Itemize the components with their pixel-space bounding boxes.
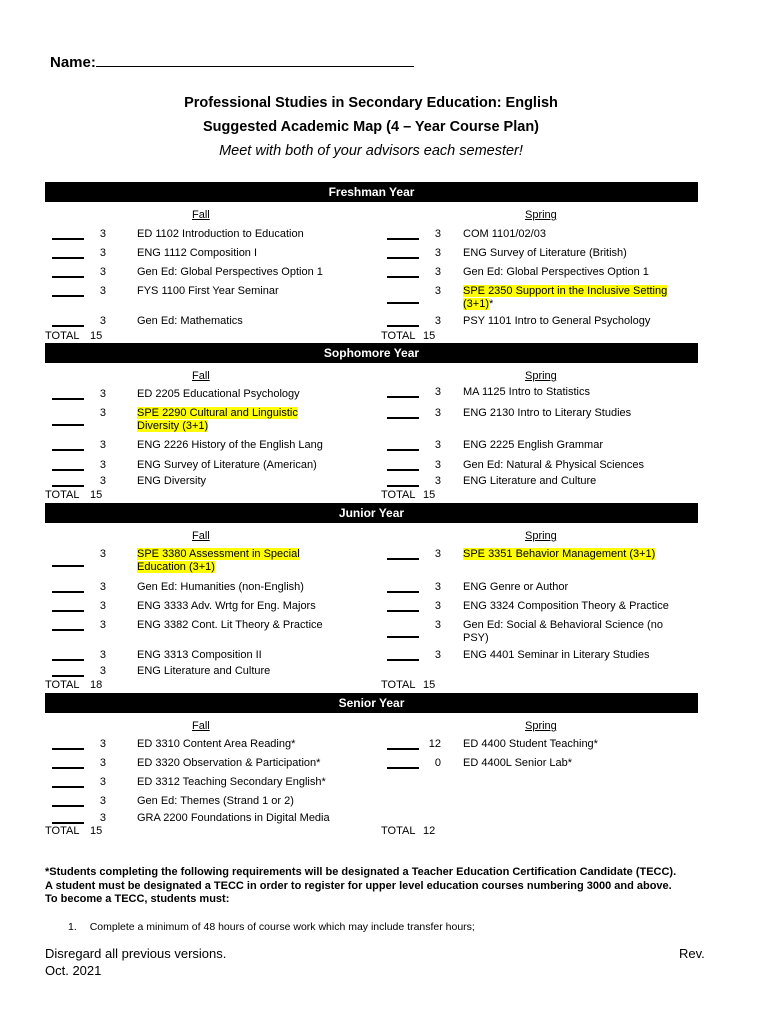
credit-checkbox-line[interactable] [387,659,419,661]
credit-checkbox-line[interactable] [387,257,419,259]
course-name [463,315,650,328]
requirement-text: Complete a minimum of 48 hours of course work which may include transfer hours; [89,921,475,933]
course-name [137,285,279,298]
tecc-note: *Students completing the following requirements will be designated a Teacher Education Certification Candidate (TECC). A student must be designated a TECC in order to register for upper level education courses numbering 3000 and above. To become a TECC, students must: [45,866,677,905]
course-name [137,600,316,613]
name-line[interactable] [96,52,414,67]
course-line: ENG 2130 Intro to Literary Studies [463,407,632,419]
course-line: ENG 3324 Composition Theory & Practice [463,600,669,612]
course-line: ENG 2226 History of the English Lang [137,439,323,451]
credit-checkbox-line[interactable] [52,449,84,451]
course-name [137,266,323,279]
course-line: PSY) [463,632,489,644]
credit-hours: 3 [99,581,106,593]
course-name [137,315,243,328]
spring-header: Spring [525,209,557,221]
fall-total-label: TOTAL [45,489,80,501]
credit-checkbox-line[interactable] [52,238,84,240]
course-name [137,459,317,472]
course-line: ENG Diversity [137,475,207,487]
course-name [137,738,295,751]
credit-checkbox-line[interactable] [52,610,84,612]
spring-total-label: TOTAL [381,825,416,837]
course-line: ED 3320 Observation & Participation* [137,757,321,769]
credit-checkbox-line[interactable] [387,449,419,451]
fall-total-value: 15 [90,330,103,342]
course-line: Diversity (3+1) [137,420,209,432]
document-title-2: Suggested Academic Map (4 – Year Course Plan) [202,119,540,135]
credit-hours: 3 [99,795,106,807]
course-name [463,738,598,751]
credit-hours: 3 [99,600,106,612]
credit-hours: 3 [99,315,106,327]
credit-hours: 3 [434,439,441,451]
credit-checkbox-line[interactable] [387,485,419,487]
course-line: ENG Literature and Culture [463,475,597,487]
credit-hours: 3 [99,738,106,750]
credit-checkbox-line[interactable] [52,325,84,327]
credit-hours: 3 [434,581,441,593]
course-line: ENG Genre or Author [463,581,569,593]
course-line: Education (3+1) [137,561,215,573]
course-name [137,776,326,789]
fall-total-value: 15 [90,825,103,837]
credit-hours: 3 [99,619,106,631]
spring-total-label: TOTAL [381,330,416,342]
course-line: GRA 2200 Foundations in Digital Media [137,812,330,824]
fall-total-value: 15 [90,489,103,501]
credit-checkbox-line[interactable] [52,822,84,824]
course-name [137,407,298,433]
course-line: ENG 3313 Composition II [137,649,262,661]
fall-total-label: TOTAL [45,679,80,691]
credit-checkbox-line[interactable] [387,417,419,419]
course-line: ED 4400L Senior Lab* [463,757,573,769]
credit-checkbox-line[interactable] [387,396,419,398]
credit-checkbox-line[interactable] [387,610,419,612]
course-name [463,407,631,420]
credit-checkbox-line[interactable] [52,276,84,278]
credit-checkbox-line[interactable] [52,748,84,750]
credit-checkbox-line[interactable] [52,675,84,677]
credit-hours: 3 [99,247,106,259]
year-header: Senior Year [45,693,698,713]
course-name [137,757,320,770]
course-line: ENG Survey of Literature (American) [137,459,317,471]
course-line: FYS 1100 First Year Seminar [137,285,279,297]
document-title: Professional Studies in Secondary Education: English [184,95,558,111]
footer-disregard: Disregard all previous versions. [45,946,227,961]
course-name [463,285,667,311]
credit-checkbox-line[interactable] [52,469,84,471]
credit-hours: 3 [434,228,441,240]
spring-total-label: TOTAL [381,679,416,691]
year-header: Sophomore Year [45,343,698,363]
course-line: Gen Ed: Social & Behavioral Science (no [463,619,663,631]
credit-checkbox-line[interactable] [387,469,419,471]
requirement-number: 1. [68,921,77,933]
credit-checkbox-line[interactable] [52,767,84,769]
course-name [463,386,590,399]
spring-header: Spring [525,720,557,732]
spring-total-value: 15 [423,679,436,691]
name-field[interactable] [50,52,414,71]
course-line: ENG 2225 English Grammar [463,439,603,451]
course-line: COM 1101/02/03 [463,228,546,240]
credit-checkbox-line[interactable] [52,565,84,567]
credit-hours: 3 [434,619,441,631]
credit-hours: 3 [434,548,441,560]
course-line: Gen Ed: Natural & Physical Sciences [463,459,644,471]
spring-header: Spring [525,530,557,542]
credit-hours: 3 [434,315,441,327]
credit-hours: 3 [99,548,106,560]
course-name [137,228,304,241]
spring-total-label: TOTAL [381,489,416,501]
credit-checkbox-line[interactable] [52,659,84,661]
requirement-item [68,921,475,933]
credit-hours: 3 [99,266,106,278]
credit-checkbox-line[interactable] [387,238,419,240]
course-name [463,247,627,260]
course-line: ENG Literature and Culture [137,665,271,677]
course-name [463,600,669,613]
course-name [463,439,603,452]
fall-total-value: 18 [90,679,103,691]
fall-header: Fall [192,720,210,732]
course-line: ENG 1112 Composition I [137,247,258,259]
credit-hours: 3 [434,649,441,661]
course-line: Gen Ed: Humanities (non-English) [137,581,304,593]
fall-header: Fall [192,530,210,542]
course-name [137,581,304,594]
course-line: ED 3310 Content Area Reading* [137,738,296,750]
course-line: SPE 2290 Cultural and Linguistic [137,407,298,419]
course-name [137,388,300,401]
document-subtitle: Meet with both of your advisors each semester! [219,143,523,159]
course-suffix: * [489,298,494,310]
course-name [137,812,330,825]
spring-total-value: 12 [423,825,436,837]
course-line: ENG 3382 Cont. Lit Theory & Practice [137,619,323,631]
credit-hours: 3 [99,812,106,824]
credit-checkbox-line[interactable] [52,805,84,807]
course-line: PSY 1101 Intro to General Psychology [463,315,651,327]
credit-hours: 3 [99,285,106,297]
credit-checkbox-line[interactable] [387,302,419,304]
credit-hours: 0 [434,757,441,769]
course-name [137,548,300,574]
year-header: Junior Year [45,503,698,523]
course-line: ED 4400 Student Teaching* [463,738,598,750]
course-name [463,228,546,241]
course-line: Gen Ed: Mathematics [137,315,243,327]
credit-hours: 3 [99,665,106,677]
fall-total-label: TOTAL [45,825,80,837]
spring-header: Spring [525,370,557,382]
credit-hours: 3 [99,649,106,661]
course-line: SPE 3351 Behavior Management (3+1) [463,548,656,560]
credit-hours: 3 [99,459,106,471]
credit-checkbox-line[interactable] [52,257,84,259]
course-line: SPE 2350 Support in the Inclusive Setting [463,285,668,297]
course-line: MA 1125 Intro to Statistics [463,386,590,398]
credit-hours: 3 [99,776,106,788]
credit-hours: 3 [434,407,441,419]
year-header: Freshman Year [45,182,698,202]
course-name [137,665,270,678]
credit-checkbox-line[interactable] [387,325,419,327]
spring-total-value: 15 [423,489,436,501]
credit-checkbox-line[interactable] [387,636,419,638]
footer-date: Oct. 2021 [45,963,102,978]
credit-checkbox-line[interactable] [52,398,84,400]
course-name [463,619,663,645]
course-name [463,475,596,488]
credit-hours: 3 [99,407,106,419]
credit-hours: 3 [99,388,106,400]
course-name [137,247,257,260]
credit-checkbox-line[interactable] [52,786,84,788]
fall-header: Fall [192,370,210,382]
credit-checkbox-line[interactable] [387,558,419,560]
credit-checkbox-line[interactable] [52,591,84,593]
credit-hours: 3 [99,439,106,451]
footer-left [45,945,226,979]
course-line: ENG 4401 Seminar in Literary Studies [463,649,650,661]
credit-checkbox-line[interactable] [52,629,84,631]
course-name [137,795,294,808]
credit-hours: 12 [428,738,441,750]
course-name [463,581,568,594]
spring-total-value: 15 [423,330,436,342]
credit-hours: 3 [434,247,441,259]
credit-checkbox-line[interactable] [387,767,419,769]
course-line: ED 2205 Educational Psychology [137,388,300,400]
name-label: Name: [50,54,96,71]
course-line: ENG Survey of Literature (British) [463,247,627,259]
credit-hours: 3 [434,600,441,612]
credit-checkbox-line[interactable] [52,485,84,487]
credit-hours: 3 [99,757,106,769]
course-name [463,649,649,662]
credit-checkbox-line[interactable] [52,424,84,426]
course-name [463,459,644,472]
credit-checkbox-line[interactable] [387,748,419,750]
course-line: (3+1) [463,298,489,310]
course-name [137,649,262,662]
credit-checkbox-line[interactable] [387,276,419,278]
credit-hours: 3 [434,266,441,278]
course-name [463,757,572,770]
course-name [137,439,323,452]
credit-hours: 3 [434,285,441,297]
course-line: Gen Ed: Global Perspectives Option 1 [463,266,649,278]
credit-hours: 3 [434,386,441,398]
credit-hours: 3 [434,459,441,471]
credit-checkbox-line[interactable] [52,295,84,297]
credit-checkbox-line[interactable] [387,591,419,593]
credit-hours: 3 [99,228,106,240]
credit-hours: 3 [434,475,441,487]
footer-rev: Rev. [679,946,705,961]
course-name [463,548,655,561]
course-name [137,619,323,632]
course-line: Gen Ed: Themes (Strand 1 or 2) [137,795,294,807]
credit-hours: 3 [99,475,106,487]
course-line: Gen Ed: Global Perspectives Option 1 [137,266,323,278]
course-name [137,475,206,488]
course-line: SPE 3380 Assessment in Special [137,548,300,560]
fall-total-label: TOTAL [45,330,80,342]
course-name [463,266,649,279]
fall-header: Fall [192,209,210,221]
course-line: ED 1102 Introduction to Education [137,228,304,240]
course-line: ENG 3333 Adv. Wrtg for Eng. Majors [137,600,316,612]
course-line: ED 3312 Teaching Secondary English* [137,776,326,788]
